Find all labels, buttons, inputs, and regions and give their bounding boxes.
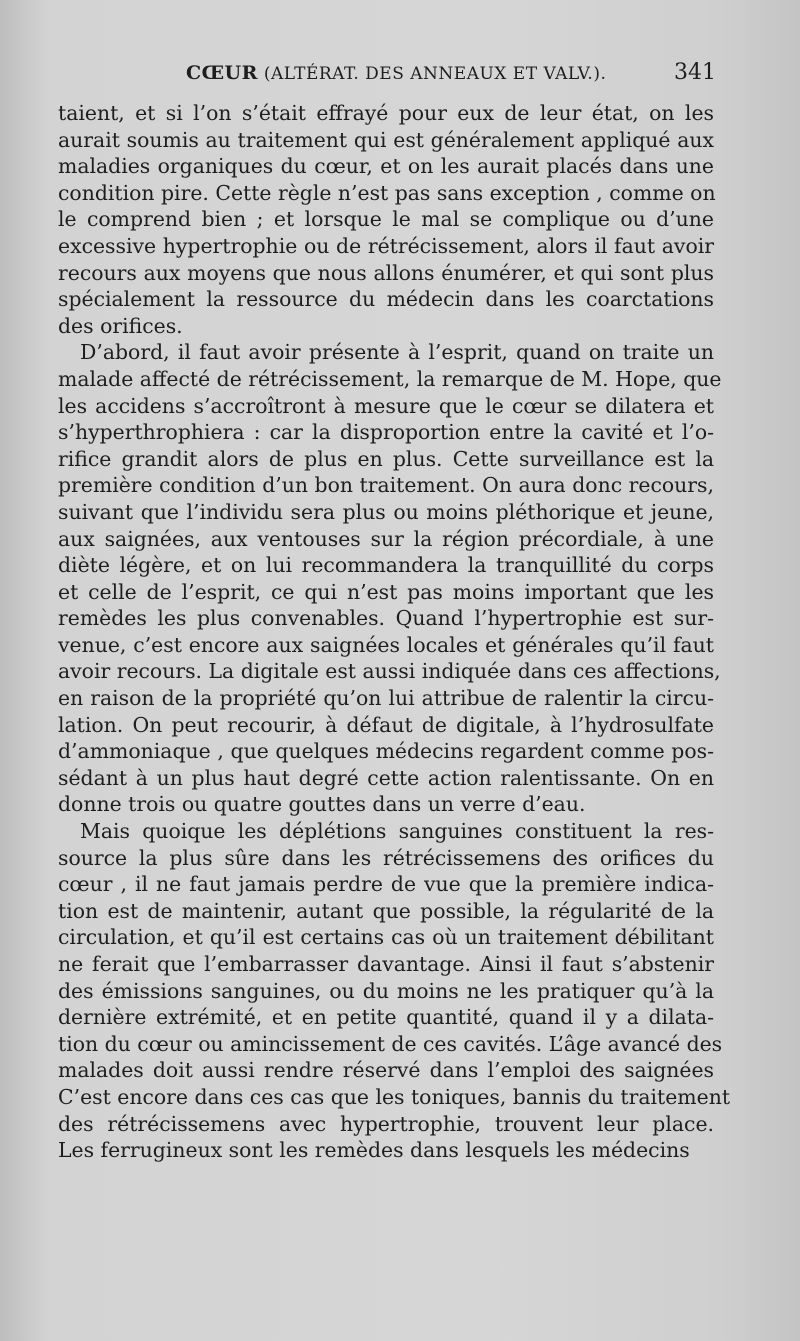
text-line: des émissions sanguines, ou du moins ne les pratiquer qu’à la	[58, 978, 714, 1003]
paragraph	[58, 818, 731, 1164]
text-line: circulation, et qu’il est certains cas où un traitement débilitant	[58, 925, 714, 950]
text-line: D’abord, il faut avoir présente à l’esprit, quand on traite un	[80, 340, 714, 365]
text-line: lation. On peut recourir, à défaut de digitale, à l’hydrosulfate	[58, 712, 714, 737]
text-line: le comprend bien ; et lorsque le mal se complique ou d’une	[58, 207, 714, 232]
text-line: aurait soumis au traitement qui est généralement appliqué aux	[58, 127, 714, 152]
paragraph	[58, 100, 714, 339]
text-line: taient, et si l’on s’était effrayé pour eux de leur état, on les	[58, 101, 714, 125]
text-line: aux saignées, aux ventouses sur la région précordiale, à une	[58, 526, 714, 551]
text-line: rifice grandit alors de plus en plus. Cette surveillance est la	[58, 446, 714, 471]
paragraph	[58, 339, 722, 818]
text-line: condition pire. Cette règle n’est pas sans exception , comme on	[58, 180, 716, 205]
text-line: des orifices.	[58, 313, 183, 338]
text-line: ne ferait que l’embarrasser davantage. Ainsi il faut s’abstenir	[58, 952, 714, 976]
running-title-main: CŒUR	[186, 62, 258, 84]
text-line: d’ammoniaque , que quelques médecins regardent comme pos-	[58, 739, 714, 764]
text-line: cœur , il ne faut jamais perdre de vue que la première indica-	[58, 872, 714, 897]
body-text	[58, 100, 731, 1164]
text-line: suivant que l’individu sera plus ou moins pléthorique et jeune,	[58, 499, 714, 524]
page-number: 341	[674, 60, 716, 85]
text-line: les accidens s’accroîtront à mesure que le cœur se dilatera et	[58, 393, 714, 418]
text-line: C’est encore dans ces cas que les toniques, bannis du traitement	[58, 1084, 731, 1109]
text-line: remèdes les plus convenables. Quand l’hypertrophie est sur-	[58, 606, 714, 631]
text-line: diète légère, et on lui recommandera la tranquillité du corps	[58, 553, 714, 578]
text-line: dernière extrémité, et en petite quantité, quand il y a dilata-	[58, 1005, 714, 1030]
text-line: maladies organiques du cœur, et on les aurait placés dans une	[58, 154, 714, 179]
text-line: donne trois ou quatre gouttes dans un verre d’eau.	[58, 792, 586, 817]
text-line: tion est de maintenir, autant que possible, la régularité de la	[58, 898, 714, 923]
text-line: malades doit aussi rendre réservé dans l’emploi des saignées	[58, 1058, 714, 1083]
running-title-rest: (ALTÉRAT. DES ANNEAUX ET VALV.).	[263, 64, 607, 84]
text-line: malade affecté de rétrécissement, la remarque de M. Hope, que	[58, 366, 722, 391]
text-line: source la plus sûre dans les rétrécissemens des orifices du	[58, 845, 714, 870]
text-line: s’hyperthrophiera : car la disproportion entre la cavité et l’o-	[58, 420, 714, 445]
text-line: première condition d’un bon traitement. On aura donc recours,	[58, 473, 714, 498]
text-line: recours aux moyens que nous allons énumérer, et qui sont plus	[58, 260, 714, 285]
text-line: en raison de la propriété qu’on lui attribue de ralentir la circu-	[58, 686, 714, 711]
text-line: sédant à un plus haut degré cette action ralentissante. On en	[58, 765, 714, 790]
text-line: et celle de l’esprit, ce qui n’est pas moins important que les	[58, 579, 714, 604]
text-line: spécialement la ressource du médecin dans les coarctations	[58, 287, 714, 312]
text-line: Les ferrugineux sont les remèdes dans lesquels les médecins	[58, 1138, 690, 1163]
running-title	[186, 62, 606, 84]
text-line: excessive hypertrophie ou de rétrécissement, alors il faut avoir	[58, 233, 714, 258]
running-header	[58, 62, 728, 92]
text-line: des rétrécissemens avec hypertrophie, trouvent leur place.	[58, 1111, 714, 1136]
text-line: tion du cœur ou amincissement de ces cavités. L’âge avancé des	[58, 1031, 723, 1056]
text-line: avoir recours. La digitale est aussi indiquée dans ces affections,	[58, 659, 721, 684]
text-line: Mais quoique les déplétions sanguines constituent la res-	[80, 819, 714, 844]
text-line: venue, c’est encore aux saignées locales et générales qu’il faut	[58, 632, 714, 657]
